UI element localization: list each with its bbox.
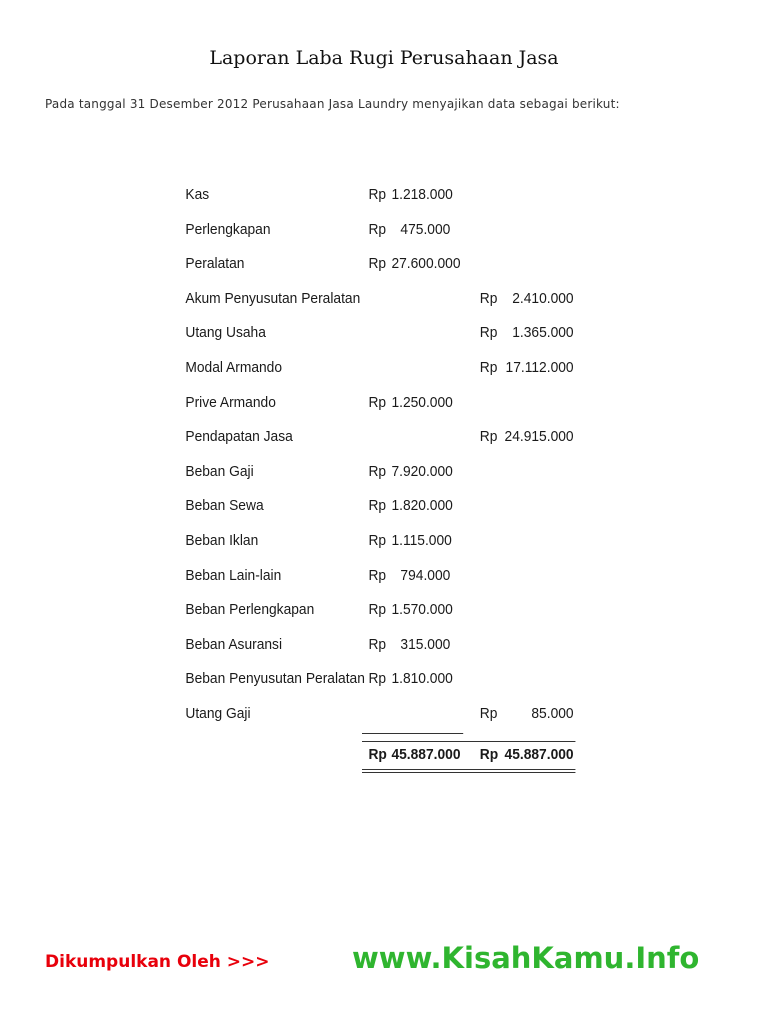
ledger-row bbox=[178, 253, 583, 275]
ledger-row bbox=[178, 392, 583, 414]
ledger-row bbox=[178, 184, 583, 206]
debit-amount: 475.000 bbox=[400, 220, 451, 238]
intro-text: Pada tanggal 31 Desember 2012 Perusahaan Jasa Laundry menyajikan data sebagai berikut: bbox=[45, 97, 620, 111]
ledger-row bbox=[178, 634, 583, 656]
total-debit-currency: Rp bbox=[368, 746, 387, 763]
total-credit-amount: 45.887.000 bbox=[504, 746, 574, 763]
debit-amount: 315.000 bbox=[400, 635, 451, 653]
account-name: Utang Usaha bbox=[185, 324, 266, 342]
debit-amount: 1.115.000 bbox=[391, 532, 452, 549]
credit-currency: Rp bbox=[479, 428, 498, 446]
ledger-row bbox=[178, 599, 583, 621]
debit-currency: Rp bbox=[368, 601, 387, 619]
ledger-row bbox=[178, 703, 583, 725]
ledger-row bbox=[178, 357, 583, 379]
account-name: Beban Perlengkapan bbox=[185, 601, 315, 619]
account-name: Beban Iklan bbox=[185, 532, 259, 549]
debit-currency: Rp bbox=[368, 255, 387, 273]
account-name: Beban Penyusutan Peralatan bbox=[185, 670, 365, 688]
account-name: Beban Gaji bbox=[185, 462, 254, 480]
trial-balance-table bbox=[178, 184, 574, 774]
ledger-row bbox=[178, 495, 583, 517]
credit-currency: Rp bbox=[479, 289, 498, 307]
total-row bbox=[178, 744, 583, 766]
credit-amount: 1.365.000 bbox=[512, 324, 574, 342]
debit-currency: Rp bbox=[368, 462, 387, 480]
debit-amount: 1.810.000 bbox=[391, 670, 453, 688]
debit-amount: 794.000 bbox=[400, 566, 451, 584]
collected-by-label: Dikumpulkan Oleh >>> bbox=[45, 952, 270, 972]
credit-currency: Rp bbox=[479, 359, 498, 376]
site-link[interactable]: www.KisahKamu.Info bbox=[352, 941, 700, 975]
credit-amount: 85.000 bbox=[531, 705, 574, 722]
debit-currency: Rp bbox=[368, 393, 387, 411]
debit-currency: Rp bbox=[368, 670, 387, 688]
debit-amount: 27.600.000 bbox=[391, 255, 461, 273]
total-double-rule-1 bbox=[362, 769, 575, 770]
account-name: Perlengkapan bbox=[185, 220, 271, 238]
debit-amount: 7.920.000 bbox=[391, 462, 453, 480]
account-name: Pendapatan Jasa bbox=[185, 428, 293, 446]
ledger-row bbox=[178, 288, 583, 310]
debit-amount: 1.250.000 bbox=[391, 393, 453, 411]
total-double-rule-2 bbox=[362, 772, 575, 773]
credit-amount: 24.915.000 bbox=[504, 428, 574, 446]
account-name: Beban Sewa bbox=[185, 497, 264, 515]
ledger-row bbox=[178, 426, 583, 448]
credit-currency: Rp bbox=[479, 705, 498, 722]
debit-currency: Rp bbox=[368, 220, 387, 238]
ledger-row bbox=[178, 668, 583, 690]
account-name: Beban Asuransi bbox=[185, 635, 283, 653]
debit-currency: Rp bbox=[368, 186, 387, 203]
debit-amount: 1.218.000 bbox=[391, 186, 453, 203]
ledger-row bbox=[178, 461, 583, 483]
account-name: Akum Penyusutan Peralatan bbox=[185, 289, 361, 307]
account-name: Modal Armando bbox=[185, 359, 283, 376]
ledger-row bbox=[178, 219, 583, 241]
debit-amount: 1.570.000 bbox=[391, 601, 453, 619]
ledger-row bbox=[178, 565, 583, 587]
total-debit-amount: 45.887.000 bbox=[391, 746, 461, 763]
credit-amount: 2.410.000 bbox=[512, 289, 574, 307]
total-top-rule bbox=[362, 741, 575, 742]
account-name: Kas bbox=[185, 186, 210, 203]
account-name: Utang Gaji bbox=[185, 705, 251, 722]
account-name: Beban Lain-lain bbox=[185, 566, 282, 584]
credit-currency: Rp bbox=[479, 324, 498, 342]
account-name: Peralatan bbox=[185, 255, 245, 273]
account-name: Prive Armando bbox=[185, 393, 276, 411]
debit-currency: Rp bbox=[368, 497, 387, 515]
debit-amount: 1.820.000 bbox=[391, 497, 453, 515]
document-title: Laporan Laba Rugi Perusahaan Jasa bbox=[209, 47, 559, 69]
ledger-row bbox=[178, 530, 583, 552]
subtotal-rule bbox=[362, 733, 463, 734]
debit-currency: Rp bbox=[368, 566, 387, 584]
debit-currency: Rp bbox=[368, 635, 387, 653]
ledger-row bbox=[178, 322, 583, 344]
total-credit-currency: Rp bbox=[479, 746, 499, 763]
credit-amount: 17.112.000 bbox=[505, 359, 574, 376]
debit-currency: Rp bbox=[368, 532, 387, 549]
